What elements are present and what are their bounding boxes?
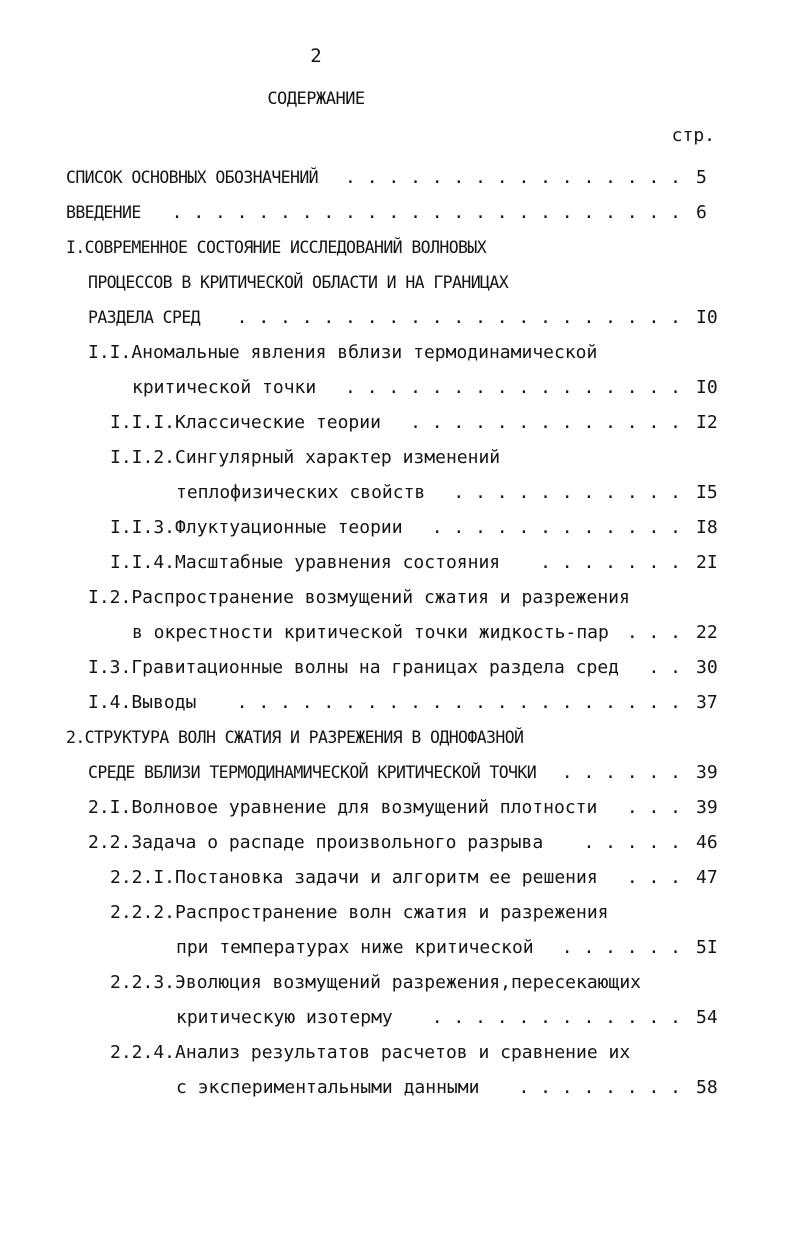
dot-leader: . . . . . . . xyxy=(540,552,681,573)
toc-entry-page: I2 xyxy=(696,412,718,433)
toc-entry-title: СПИСОК ОСНОВНЫХ ОБОЗНАЧЕНИЙ xyxy=(66,168,319,187)
toc-entry-title: в окрестности критической точки жидкость-пар xyxy=(132,622,609,643)
toc-entry-page: 37 xyxy=(696,692,718,713)
page-number: 2 xyxy=(310,45,322,67)
toc-entry xyxy=(0,265,793,300)
toc-entry-page: 5 xyxy=(696,167,707,188)
toc-entry-title: 2.2.4.Анализ результатов расчетов и сравнение их xyxy=(110,1042,631,1063)
dot-leader: . . . . . . xyxy=(561,762,681,783)
toc-entry xyxy=(0,825,793,860)
dot-leader: . . . . . . . . . . . . . . . . xyxy=(345,377,681,398)
toc-entry-title: I.2.Распространение возмущений сжатия и разрежения xyxy=(88,587,630,608)
dot-leader: . . . . . . . . . . . . . xyxy=(410,412,681,433)
contents-heading: СОДЕРЖАНИЕ xyxy=(267,89,365,109)
toc-entry-title: I.4.Выводы xyxy=(88,692,197,713)
toc-entry-page: I0 xyxy=(696,377,718,398)
toc-entry xyxy=(0,895,793,930)
toc-entry-title: 2.2.Задача о распаде произвольного разрыва xyxy=(88,832,544,853)
toc-entry-title: 2.I.Волновое уравнение для возмущений плотности xyxy=(88,797,598,818)
toc-entry-title: I.I.3.Флуктуационные теории xyxy=(110,517,403,538)
toc-entry xyxy=(0,1000,793,1035)
toc-entry xyxy=(0,615,793,650)
toc-entry xyxy=(0,300,793,335)
toc-entry-title: I.I.4.Масштабные уравнения состояния xyxy=(110,552,501,573)
toc-entry xyxy=(0,335,793,370)
toc-entry-page: 5I xyxy=(696,937,718,958)
toc-entry xyxy=(0,475,793,510)
toc-entry-page: I0 xyxy=(696,307,718,328)
toc-entry xyxy=(0,440,793,475)
dot-leader: . . . xyxy=(626,867,681,888)
toc-entry xyxy=(0,160,793,195)
toc-entry-page: 46 xyxy=(696,832,718,853)
toc-entry-page: 2I xyxy=(696,552,718,573)
dot-leader: . . . xyxy=(626,622,681,643)
dot-leader: . . . . . . . . xyxy=(518,1077,681,1098)
page-column-label: стр. xyxy=(671,125,715,146)
toc-entry xyxy=(0,965,793,1000)
toc-entry-title: ВВЕДЕНИЕ xyxy=(66,203,141,222)
toc-entry xyxy=(0,650,793,685)
toc-entry xyxy=(0,790,793,825)
toc-entry-title: с экспериментальными данными xyxy=(176,1077,480,1098)
toc-entry-page: 22 xyxy=(696,622,718,643)
dot-leader: . . . . . . . . . . . . . . . . . . . . . xyxy=(236,692,681,713)
toc-entry xyxy=(0,370,793,405)
toc-entry-title: 2.2.2.Распространение волн сжатия и разрежения xyxy=(110,902,609,923)
toc-entry xyxy=(0,510,793,545)
toc-entry-title: 2.2.3.Эволюция возмущений разрежения,пересекающих xyxy=(110,972,642,993)
dot-leader: . . . . . . . . . . . . . . . . xyxy=(345,167,681,188)
toc-entry-title: при температурах ниже критической xyxy=(176,937,534,958)
toc-entry-title: I.I.2.Сингулярный характер изменений xyxy=(110,447,501,468)
dot-leader: . . . . . . . . . . . . xyxy=(431,1007,681,1028)
toc-entry xyxy=(0,195,793,230)
toc-entry xyxy=(0,1070,793,1105)
toc-entry-page: I8 xyxy=(696,517,718,538)
toc-entry xyxy=(0,685,793,720)
toc-entry-page: I5 xyxy=(696,482,718,503)
toc-entry-page: 54 xyxy=(696,1007,718,1028)
dot-leader: . . . xyxy=(626,797,681,818)
toc-entry-page: 6 xyxy=(696,202,707,223)
toc-entry-page: 58 xyxy=(696,1077,718,1098)
toc-entry xyxy=(0,230,793,265)
dot-leader: . . . . . . xyxy=(561,937,681,958)
toc-entry-title: СРЕДЕ ВБЛИЗИ ТЕРМОДИНАМИЧЕСКОЙ КРИТИЧЕСКОЙ ТОЧКИ xyxy=(88,763,537,782)
toc-entry xyxy=(0,405,793,440)
toc-entry-title: критической точки xyxy=(132,377,317,398)
dot-leader: . . . . . . . . . . . . xyxy=(431,517,681,538)
dot-leader: . . xyxy=(648,657,681,678)
toc-entry-page: 47 xyxy=(696,867,718,888)
toc-entry xyxy=(0,1035,793,1070)
toc-entry-title: I.3.Гравитационные волны на границах раздела сред xyxy=(88,657,620,678)
toc-entry xyxy=(0,860,793,895)
dot-leader: . . . . . . . . . . . xyxy=(453,482,681,503)
toc-entry-title: 2.2.I.Постановка задачи и алгоритм ее решения xyxy=(110,867,598,888)
toc-entry xyxy=(0,580,793,615)
toc-entry xyxy=(0,930,793,965)
toc-entry-page: 39 xyxy=(696,797,718,818)
dot-leader: . . . . . . . . . . . . . . . . . . . . . . . . xyxy=(171,202,681,223)
toc-entry xyxy=(0,755,793,790)
toc-entry-title: I.I.Аномальные явления вблизи термодинамической xyxy=(88,342,598,363)
toc-entry-page: 30 xyxy=(696,657,718,678)
toc-entry-title: теплофизических свойств xyxy=(176,482,426,503)
toc-entry-title: РАЗДЕЛА СРЕД xyxy=(88,308,201,327)
toc-entry-page: 39 xyxy=(696,762,718,783)
table-of-contents xyxy=(0,160,793,1105)
toc-entry-title: I.СОВРЕМЕННОЕ СОСТОЯНИЕ ИССЛЕДОВАНИЙ ВОЛНОВЫХ xyxy=(66,238,487,257)
toc-entry-title: 2.СТРУКТУРА ВОЛН СЖАТИЯ И РАЗРЕЖЕНИЯ В ОДНОФАЗНОЙ xyxy=(66,728,524,747)
toc-entry xyxy=(0,720,793,755)
dot-leader: . . . . . xyxy=(583,832,681,853)
dot-leader: . . . . . . . . . . . . . . . . . . . . . xyxy=(236,307,681,328)
toc-entry-title: критическую изотерму xyxy=(176,1007,393,1028)
toc-entry xyxy=(0,545,793,580)
toc-entry-title: ПРОЦЕССОВ В КРИТИЧЕСКОЙ ОБЛАСТИ И НА ГРАНИЦАХ xyxy=(88,273,509,292)
toc-entry-title: I.I.I.Классические теории xyxy=(110,412,381,433)
